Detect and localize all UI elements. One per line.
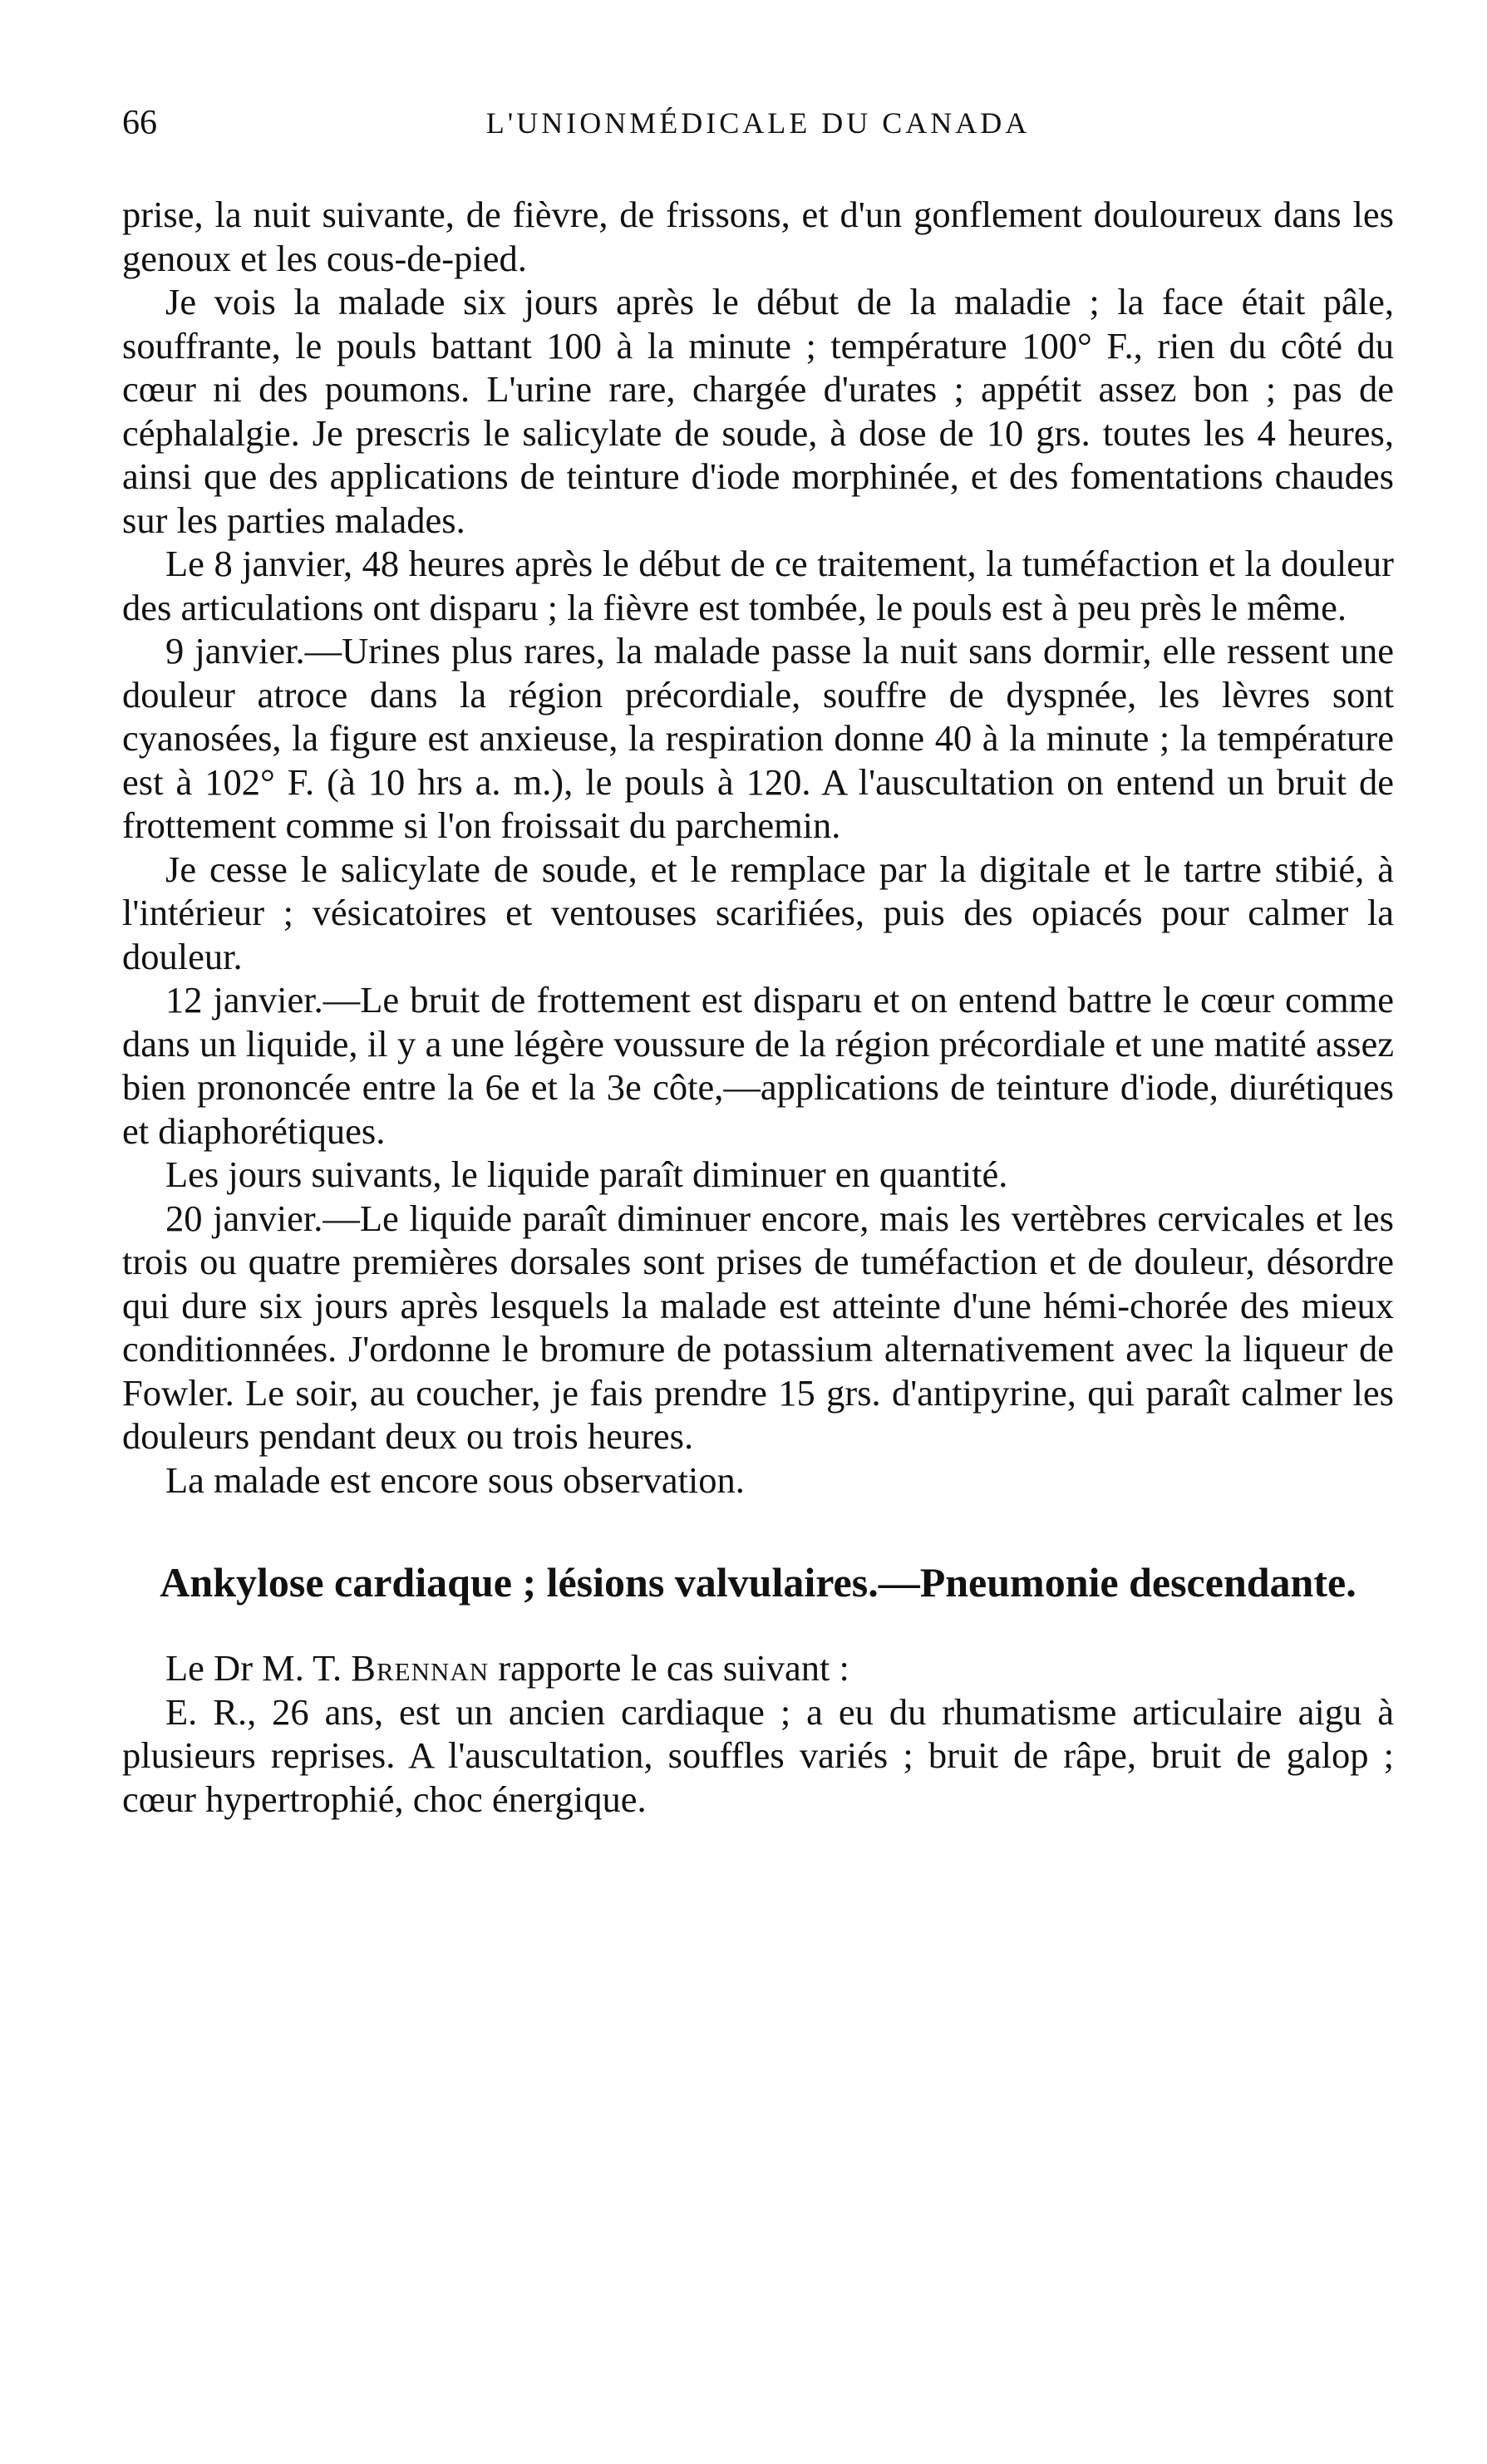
paragraph: E. R., 26 ans, est un ancien cardiaque ; a eu du rhumatisme articulaire aigu à plusieurs reprises. A l'auscultation, souffles variés ; bruit de râpe, bruit de galop ; cœur hypertrophié, choc énergique.: [122, 1690, 1394, 1820]
running-head: L'UNIONMÉDICALE DU CANADA: [485, 106, 1031, 140]
author-name: Brennan: [351, 1647, 490, 1689]
intro-text-after: rapporte le cas suivant :: [489, 1647, 849, 1689]
paragraph: Le 8 janvier, 48 heures après le début de ce traitement, la tuméfaction et la douleur des articulations ont disparu ; la fièvre est tombée, le pouls est à peu près le même.: [122, 543, 1394, 628]
page-header: [122, 98, 1394, 148]
section-intro: [122, 1646, 1394, 1690]
article-body: [122, 193, 1394, 1821]
paragraph: 12 janvier.—Le bruit de frottement est disparu et on entend battre le cœur comme dans un liquide, il y a une légère voussure de la région précordiale et une matité assez bien prononcée entre la 6e et la 3e côte,—applications de teinture d'iode, diurétiques et diaphorétiques.: [122, 979, 1394, 1152]
paragraph: 20 janvier.—Le liquide paraît diminuer encore, mais les vertèbres cervicales et les trois ou quatre premières dorsales sont prises de tuméfaction et de douleur, désordre qui dure six jours après lesquels la malade est atteinte d'une hémi-chorée des mieux conditionnées. J'ordonne le bromure de potassium alternativement avec la liqueur de Fowler. Le soir, au coucher, je fais prendre 15 grs. d'antipyrine, qui paraît calmer les douleurs pendant deux ou trois heures.: [122, 1197, 1394, 1457]
paragraph: Les jours suivants, le liquide paraît diminuer en quantité.: [165, 1153, 1008, 1195]
paragraph: 9 janvier.—Urines plus rares, la malade passe la nuit sans dormir, elle ressent une douleur atroce dans la région précordiale, souffre de dyspnée, les lèvres sont cyanosées, la figure est anxieuse, la respiration donne 40 à la minute ; la température est à 102° F. (à 10 hrs a. m.), le pouls à 120. A l'auscultation on entend un bruit de frottement comme si l'on froissait du parchemin.: [122, 630, 1394, 846]
intro-text-before: Le Dr M. T.: [165, 1647, 352, 1689]
page-number: 66: [122, 104, 157, 142]
paragraph: La malade est encore sous observation.: [165, 1458, 745, 1501]
paragraph-continued: prise, la nuit suivante, de fièvre, de frissons, et d'un gonflement douloureux dans les genoux et les cous-de-pied.: [122, 194, 1394, 279]
section-heading: Ankylose cardiaque ; lésions valvulaires.—Pneumonie descendante.: [160, 1559, 1357, 1606]
paragraph: Je vois la malade six jours après le début de la maladie ; la face était pâle, souffrante, le pouls battant 100 à la minute ; température 100° F., rien du côté du cœur ni des poumons. L'urine rare, chargée d'urates ; appétit assez bon ; pas de céphalalgie. Je prescris le salicylate de soude, à dose de 10 grs. toutes les 4 heures, ainsi que des applications de teinture d'iode morphinée, et des fomentations chaudes sur les parties malades.: [122, 281, 1394, 541]
paragraph: Je cesse le salicylate de soude, et le remplace par la digitale et le tartre stibié, à l'intérieur ; vésicatoires et ventouses scarifiées, puis des opiacés pour calmer la douleur.: [122, 848, 1394, 977]
